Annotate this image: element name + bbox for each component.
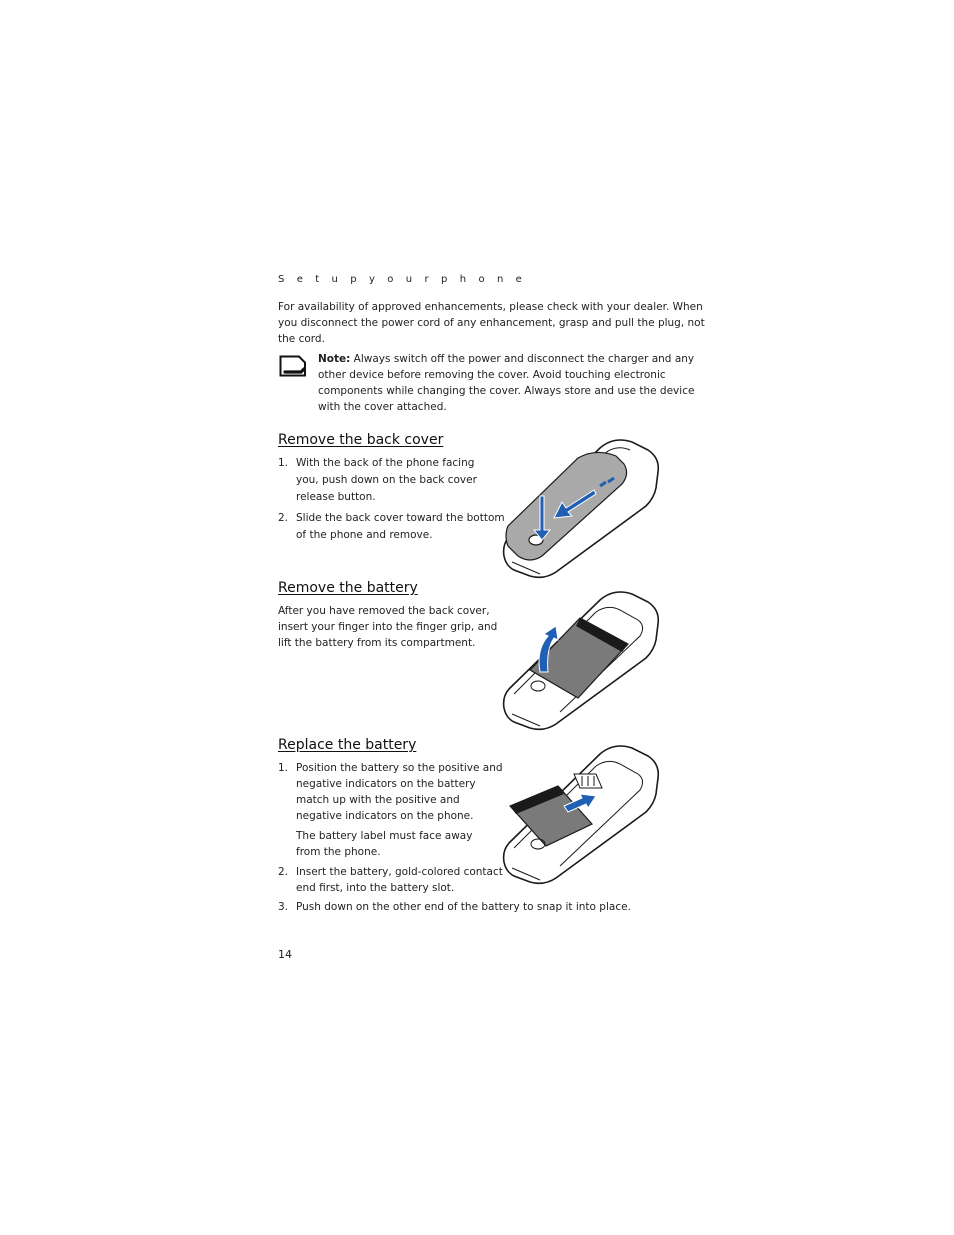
note-line: other device before removing the cover. Avoid touching electronic [318, 369, 666, 381]
paragraph-line: After you have removed the back cover, [278, 605, 490, 617]
note-line: with the cover attached. [318, 401, 447, 413]
intro-line: you disconnect the power cord of any enhancement, grasp and pull the plug, not [278, 317, 705, 329]
paragraph-line: insert your finger into the finger grip, and [278, 621, 498, 633]
step-line: Push down on the other end of the battery to snap it into place. [296, 901, 631, 913]
step-line: match up with the positive and [296, 794, 460, 806]
section-header: S e t u p y o u r p h o n e [278, 274, 527, 285]
step-sub-line: from the phone. [296, 846, 381, 858]
paragraph-line: lift the battery from its compartment. [278, 637, 476, 649]
phone-battery-insert-illustration [498, 744, 660, 886]
step-number: 2. [278, 512, 289, 524]
note-icon [279, 355, 307, 377]
step-line: negative indicators on the battery [296, 778, 476, 790]
replace-battery-steps [278, 760, 508, 896]
step-number: 1. [278, 762, 289, 774]
heading-replace-battery: Replace the battery [278, 737, 417, 753]
intro-line: For availability of approved enhancements, please check with your dealer. When [278, 301, 703, 313]
intro-paragraph [278, 299, 705, 347]
heading-remove-battery: Remove the battery [278, 580, 418, 596]
step-sub-line: The battery label must face away [296, 830, 473, 842]
step-line: negative indicators on the phone. [296, 810, 474, 822]
step-line: Slide the back cover toward the bottom [296, 512, 505, 524]
phone-battery-removal-illustration [500, 590, 662, 732]
step-line: With the back of the phone facing [296, 457, 475, 469]
step-line: you, push down on the back cover [296, 474, 477, 486]
heading-remove-back-cover: Remove the back cover [278, 432, 444, 448]
step-number: 2. [278, 866, 289, 878]
step-line: release button. [296, 491, 376, 503]
note-label: Note: [318, 353, 351, 365]
note-line: components while changing the cover. Always store and use the device [318, 385, 695, 397]
step-number: 1. [278, 457, 289, 469]
step-line: end first, into the battery slot. [296, 882, 455, 894]
remove-cover-steps [278, 455, 505, 544]
page-number: 14 [278, 948, 292, 961]
note-block [318, 351, 694, 415]
step-number: 3. [278, 901, 289, 913]
phone-back-cover-illustration [500, 438, 662, 580]
step-line: Position the battery so the positive and [296, 762, 503, 774]
remove-battery-paragraph [278, 603, 497, 651]
intro-line: the cord. [278, 333, 325, 345]
step-line: Insert the battery, gold-colored contact [296, 866, 503, 878]
note-line: Always switch off the power and disconnect the charger and any [350, 353, 695, 365]
replace-battery-step3 [278, 899, 698, 915]
step-line: of the phone and remove. [296, 529, 433, 541]
